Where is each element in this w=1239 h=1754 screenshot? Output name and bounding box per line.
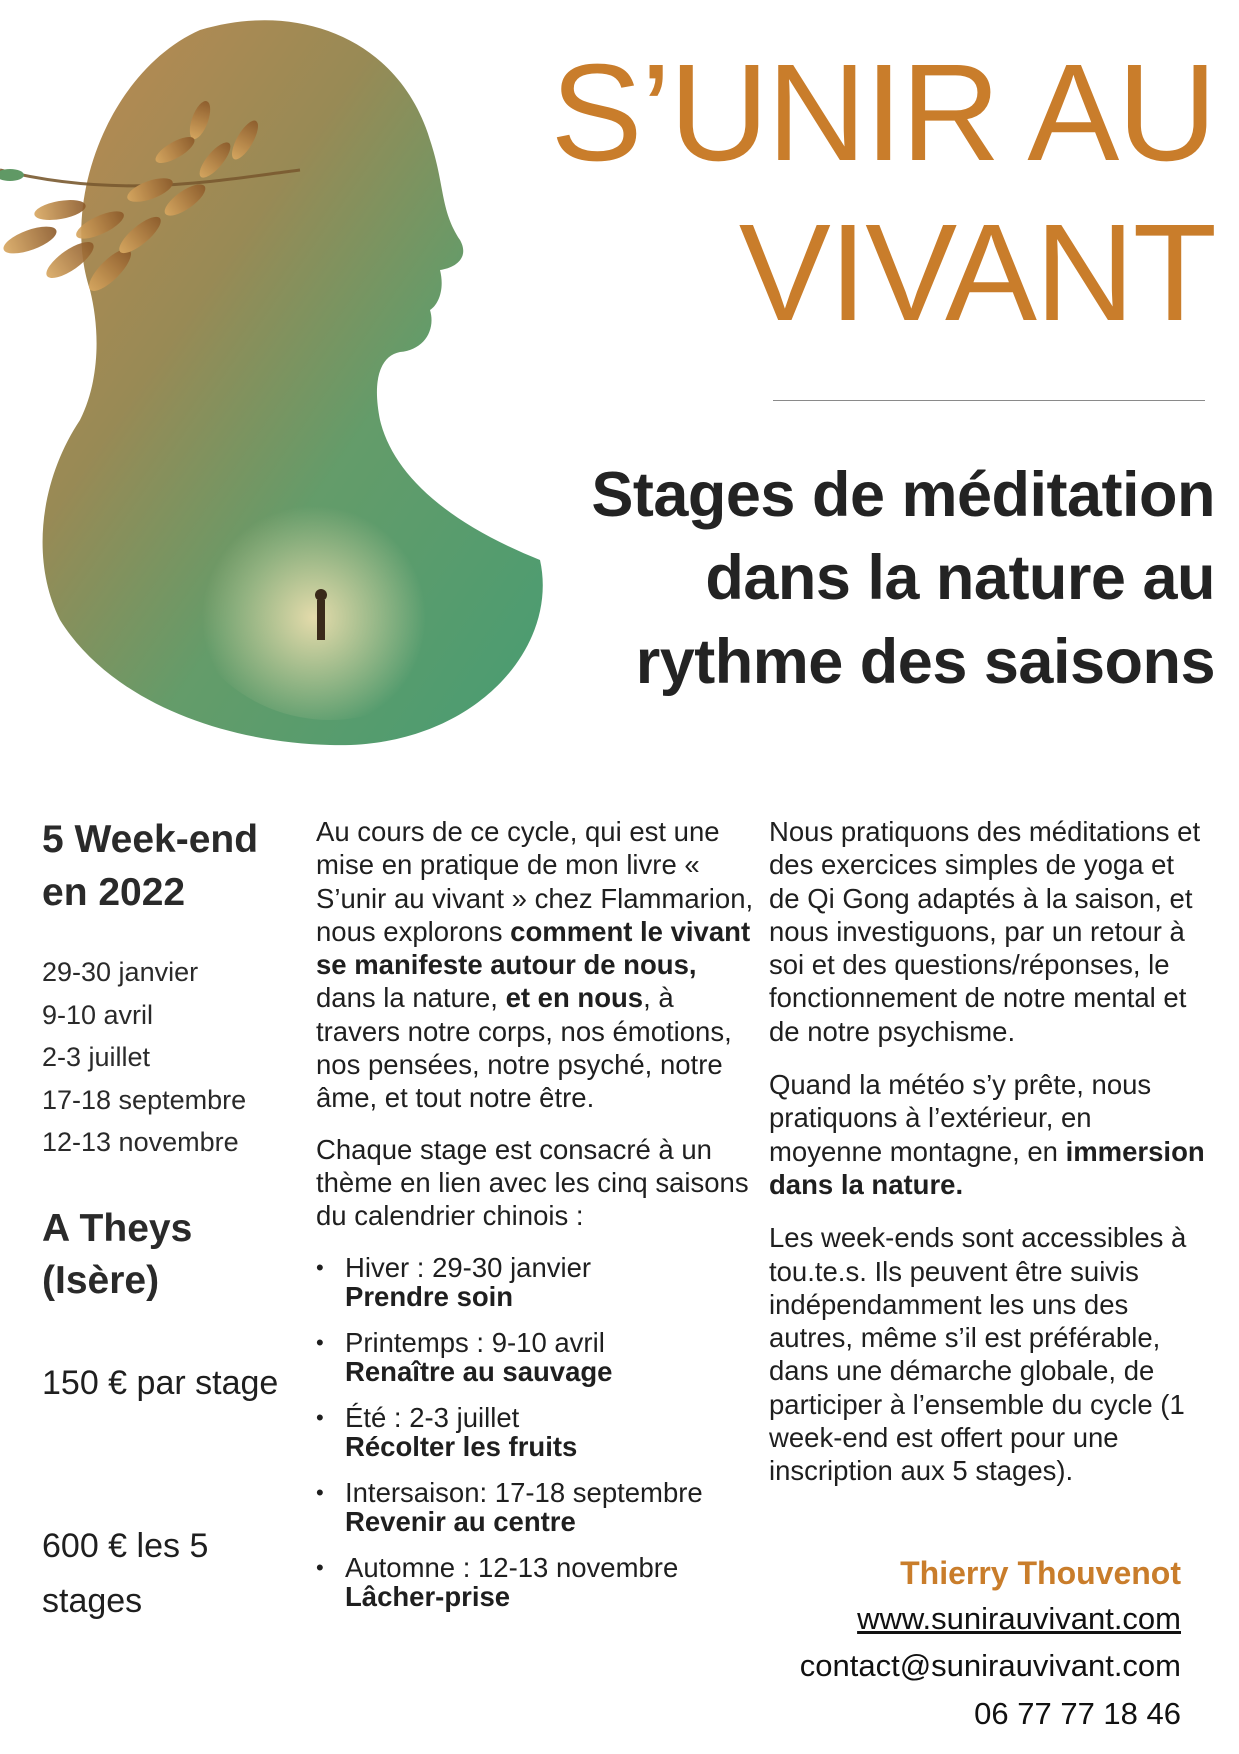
season-label: Intersaison: 17-18 septembre [345, 1476, 703, 1508]
date-item: 17-18 septembre [42, 1084, 247, 1115]
intro-text: , à travers notre corps, nos émotions, nos pensées, notre psyché, notre âme, et tout notre être. [316, 982, 732, 1114]
season-theme: Prendre soin [345, 1281, 514, 1313]
season-item [316, 1253, 756, 1312]
outdoor-paragraph [769, 1068, 1209, 1201]
practice-paragraph: Nous pratiquons des méditations et des exercices simples de yoga et de Qi Gong adaptés à la saison, et nous investiguons, par un retour à soi et des questions/réponses, le fonctionnement de notre mental et de notre psychisme. [769, 816, 1201, 1047]
season-theme: Lâcher-prise [345, 1581, 511, 1613]
title-divider [773, 400, 1205, 401]
intro-emphasis: comment le vivant se manifeste autour de nous, [316, 915, 751, 981]
season-label: Été : 2-3 juillet [345, 1401, 520, 1433]
season-theme: Renaître au sauvage [345, 1356, 613, 1388]
bullet: • [316, 1479, 324, 1505]
seasons-list [316, 1253, 756, 1612]
website-link[interactable]: www.sunirauvivant.com [857, 1601, 1181, 1636]
phone-number[interactable]: 06 77 77 18 46 [974, 1696, 1181, 1731]
season-label: Printemps : 9-10 avril [345, 1326, 605, 1358]
weekend-heading: 5 Week-end en 2022 [42, 818, 259, 914]
subtitle-line-1: Stages de méditation [591, 460, 1215, 530]
intro-emphasis: et en nous [505, 982, 644, 1014]
date-item: 29-30 janvier [42, 957, 199, 987]
theme-paragraph: Chaque stage est consacré à un thème en lien avec les cinq saisons du calendrier chinois : [316, 1133, 749, 1232]
date-item: 9-10 avril [42, 999, 154, 1030]
head-silhouette-illustration [0, 0, 560, 760]
price-all-stages: 600 € les 5 stages [42, 1527, 209, 1620]
main-title-line-1: S’UNIR AU [550, 36, 1215, 190]
main-title-line-2: VIVANT [738, 196, 1215, 350]
right-column [769, 815, 1209, 1508]
email-address[interactable]: contact@sunirauvivant.com [799, 1648, 1181, 1683]
season-item [316, 1328, 756, 1387]
outdoor-text: Quand la météo s’y prête, nous pratiquons à l’extérieur, en moyenne montagne, en [769, 1069, 1152, 1167]
season-theme: Récolter les fruits [345, 1431, 578, 1463]
subtitle-line-3: rythme des saisons [635, 627, 1215, 697]
bullet: • [316, 1329, 324, 1355]
intro-text: dans la nature, [316, 982, 506, 1014]
dates-list [42, 951, 246, 1164]
intro-paragraph [316, 815, 756, 1115]
date-item: 12-13 novembre [42, 1127, 239, 1157]
outdoor-emphasis: immersion dans la nature. [769, 1135, 1205, 1200]
season-label: Automne : 12-13 novembre [345, 1551, 679, 1583]
intro-text: Au cours de ce cycle, qui est une mise en pratique de mon livre « S’unir au vivant » chez Flammarion, nous explorons [316, 816, 754, 947]
season-item [316, 1553, 756, 1612]
season-item [316, 1478, 756, 1537]
season-label: Hiver : 29-30 janvier [345, 1251, 592, 1283]
price-per-stage: 150 € par stage [42, 1364, 279, 1402]
author-name: Thierry Thouvenot [900, 1555, 1181, 1591]
season-item [316, 1403, 756, 1462]
season-theme: Revenir au centre [345, 1506, 576, 1538]
place-heading: A Theys (Isère) [42, 1207, 193, 1302]
date-item: 2-3 juillet [42, 1042, 151, 1072]
middle-column [316, 815, 756, 1628]
access-paragraph: Les week-ends sont accessibles à tou.te.s. Ils peuvent être suivis indépendamment les uns des autres, même s’il est préférable, dans une démarche globale, de participer à l’ensemble du cycle (1 week-end est offert pour une inscription aux 5 stages). [769, 1222, 1187, 1487]
bullet: • [316, 1404, 324, 1430]
subtitle-line-2: dans la nature au [705, 543, 1215, 613]
bullet: • [316, 1554, 324, 1580]
bullet: • [316, 1254, 324, 1280]
